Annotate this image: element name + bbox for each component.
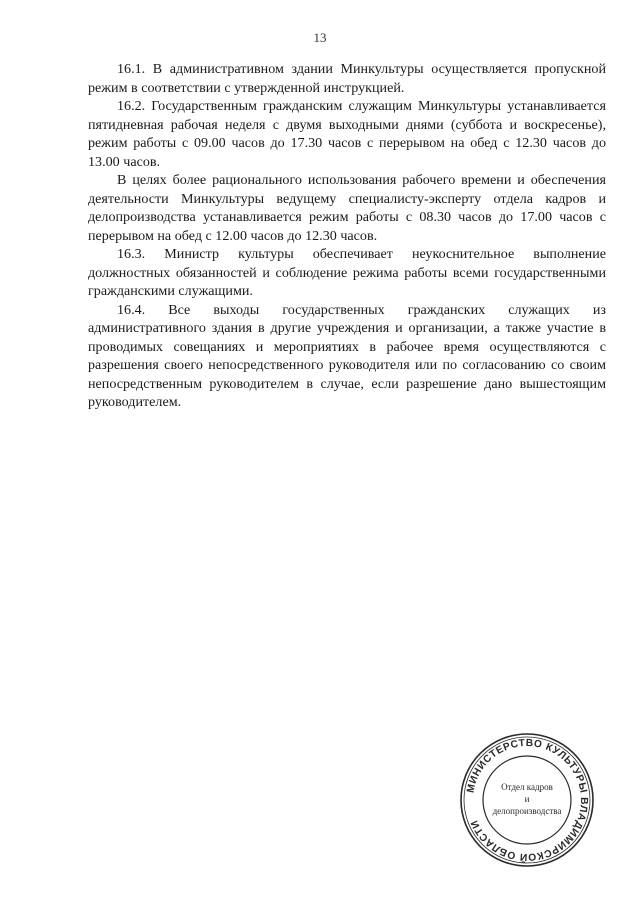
paragraph-16-1: 16.1. В административном здании Минкультуры осуществляется пропускной режим в соответствии с утвержденной инструкцией. [88, 61, 606, 96]
stamp-line-1: Отдел кадров [501, 782, 553, 792]
paragraph-16-3: 16.3. Министр культуры обеспечивает неукоснительное выполнение должностных обязанностей и соблюдение режима работы всеми государственными гражданскими служащими. [88, 246, 606, 299]
paragraph-16-2-continued: В целях более рационального использования рабочего времени и обеспечения деятельности Минкультуры ведущему специалисту-эксперту отдела кадров и делопроизводства устанавливается режим работы с 08.30 часов до 17.00 часов с перерывом на обед с 12.00 часов до 12.30 часов. [88, 172, 606, 244]
stamp-ring-text: МИНИСТЕРСТВО КУЛЬТУРЫ ВЛАДИМИРСКОЙ ОБЛАСТИ [465, 737, 590, 863]
stamp-line-2: и [524, 794, 530, 804]
paragraph-16-4: 16.4. Все выходы государственных гражданских служащих из административного здания в другие учреждения и организации, а также участие в проводимых совещаниях и мероприятиях в рабочее время осуществляются с разрешения своего непосредственного руководителя или по согласованию со своим непосредственным руководителем в случае, если разрешение дано вышестоящим руководителем. [88, 301, 606, 410]
document-body [88, 60, 606, 412]
paragraph-16-2: 16.2. Государственным гражданским служащим Минкультуры устанавливается пятидневная рабочая неделя с двумя выходными днями (суббота и воскресенье), режим работы с 09.00 часов до 17.30 часов с перерывом на обед с 12.30 часов до 13.00 часов. [88, 98, 606, 170]
department-stamp [459, 732, 595, 868]
stamp-line-3: делопроизводства [492, 806, 562, 816]
page-number: 13 [313, 30, 327, 45]
